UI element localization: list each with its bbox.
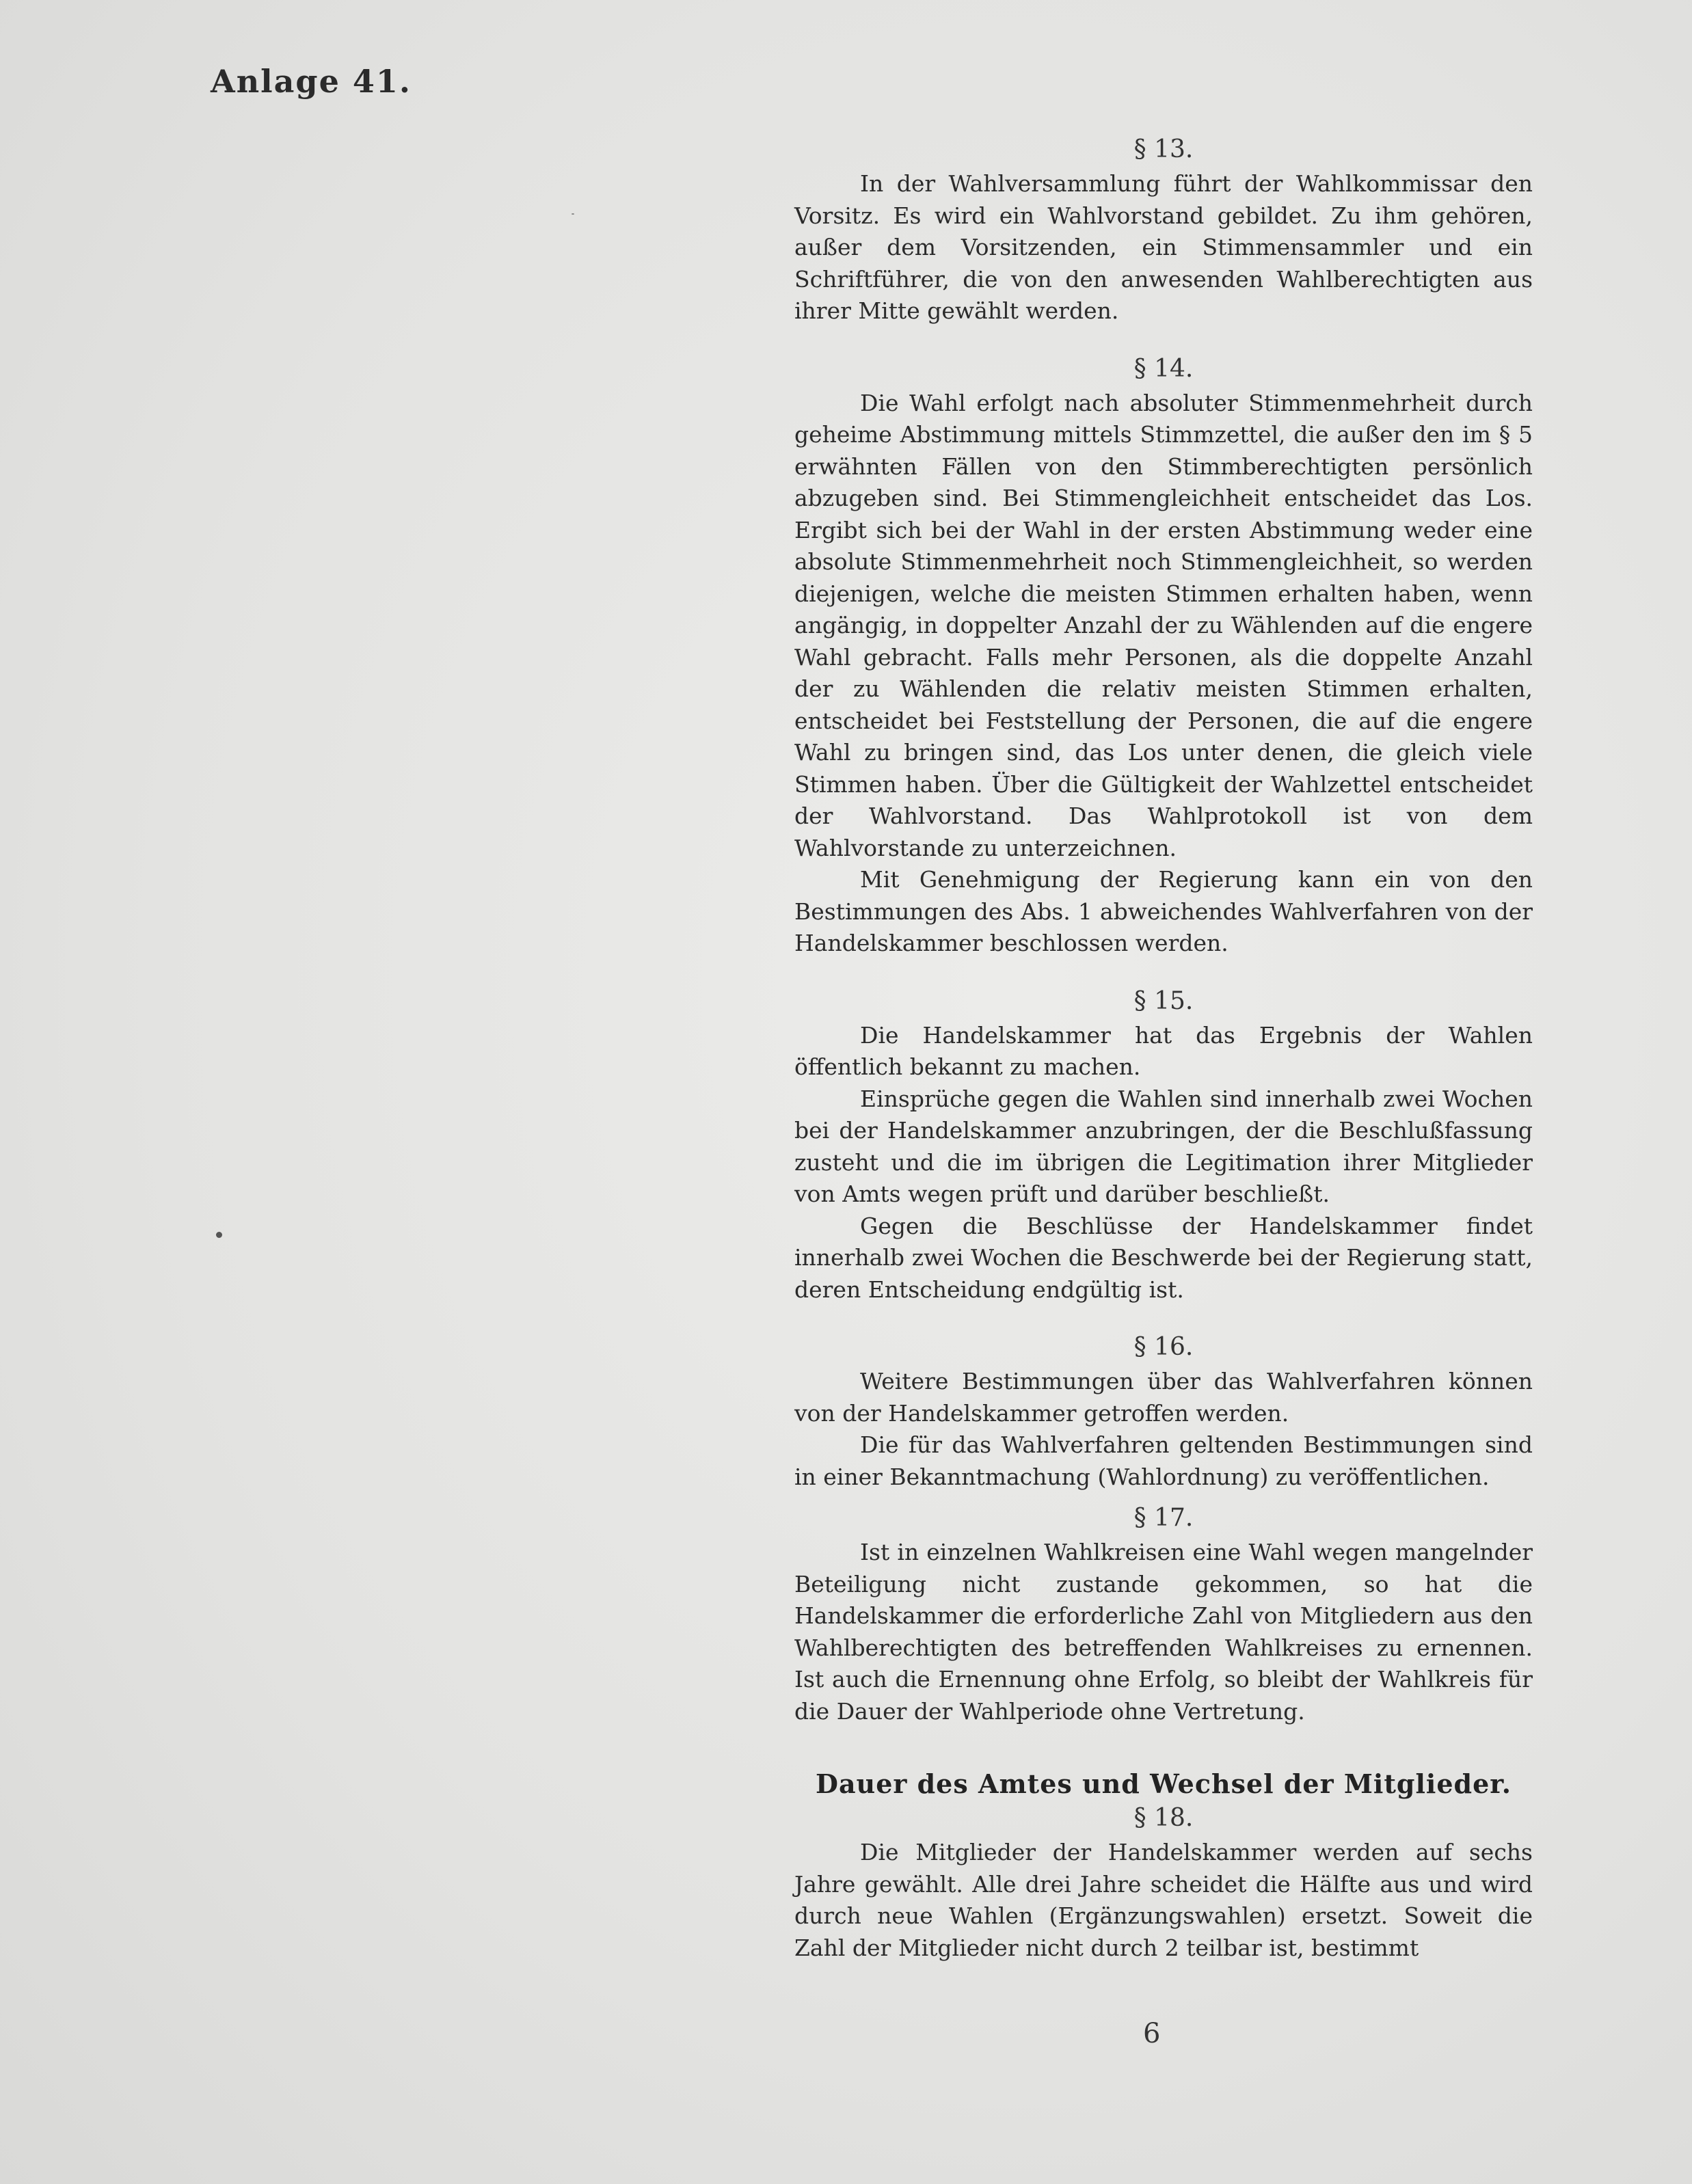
paragraph: Gegen die Beschlüsse der Handelskammer findet innerhalb zwei Wochen die Beschwerde bei der Regierung statt, deren Entscheidung endgültig ist. xyxy=(794,1212,1533,1303)
section-17 xyxy=(794,1502,1533,1727)
scan-speck xyxy=(216,1232,222,1238)
section-16 xyxy=(794,1332,1533,1493)
scan-speck xyxy=(572,213,574,215)
section-heading: § 13. xyxy=(1133,135,1194,163)
section-heading: § 15. xyxy=(1133,986,1194,1015)
paragraph: Die Wahl erfolgt nach absoluter Stimmenmehrheit durch geheime Abstimmung mittels Stimmzettel, die außer den im § 5 erwähnten Fällen von den Stimmberechtigten persönlich abzugeben sind. Bei Stimmengleichheit entscheidet das Los. Ergibt sich bei der Wahl in der ersten Abstimmung weder eine absolute Stimmenmehrheit noch Stimmengleichheit, so werden diejenigen, welche die meisten Stimmen erhalten haben, wenn angängig, in doppelter Anzahl der zu Wählenden auf die engere Wahl gebracht. Falls mehr Personen, als die doppelte Anzahl der zu Wählenden die relativ meisten Stimmen erhalten, entscheidet bei Feststellung der Personen, die auf die engere Wahl zu bringen sind, das Los unter denen, die gleich viele Stimmen haben. Über die Gültigkeit der Wahlzettel entscheidet der Wahlvorstand. Das Wahlprotokoll ist von dem Wahlvorstande zu unterzeichnen. xyxy=(794,389,1533,861)
section-heading: § 16. xyxy=(1133,1333,1194,1361)
paragraph: Weitere Bestimmungen über das Wahlverfahren können von der Handelskammer getroffen werden. xyxy=(794,1368,1533,1427)
paragraph: Einsprüche gegen die Wahlen sind innerhalb zwei Wochen bei der Handelskammer anzubringen, der die Beschlußfassung zusteht und die im übrigen die Legitimation ihrer Mitglieder von Amts wegen prüft und darüber beschließt. xyxy=(794,1085,1533,1207)
section-heading: § 18. xyxy=(1133,1804,1194,1832)
appendix-label: Anlage 41. xyxy=(211,63,412,100)
section-heading: § 14. xyxy=(1133,354,1194,383)
chapter-term-of-office xyxy=(794,1767,1533,1964)
section-heading: § 17. xyxy=(1133,1504,1194,1532)
paragraph: Die für das Wahlverfahren geltenden Bestimmungen sind in einer Bekanntmachung (Wahlordnung) zu veröffentlichen. xyxy=(794,1431,1533,1490)
section-14 xyxy=(794,353,1533,960)
paragraph: Ist in einzelnen Wahlkreisen eine Wahl wegen mangelnder Beteiligung nicht zustande gekommen, so hat die Handelskammer die erforderliche Zahl von Mitgliedern aus den Wahlberechtigten des betreffenden Wahlkreises zu ernennen. Ist auch die Ernennung ohne Erfolg, so bleibt der Wahlkreis für die Dauer der Wahlperiode ohne Vertretung. xyxy=(794,1539,1533,1725)
chapter-title: Dauer des Amtes und Wechsel der Mitglieder. xyxy=(815,1768,1512,1799)
page-number: 6 xyxy=(1143,2018,1161,2049)
paragraph: In der Wahlversammlung führt der Wahlkommissar den Vorsitz. Es wird ein Wahlvorstand gebildet. Zu ihm gehören, außer dem Vorsitzenden, ein Stimmensammler und ein Schriftführer, die von den anwesenden Wahlberechtigten aus ihrer Mitte gewählt werden. xyxy=(794,170,1533,324)
paragraph: Die Handelskammer hat das Ergebnis der Wahlen öffentlich bekannt zu machen. xyxy=(794,1021,1533,1080)
paragraph: Mit Genehmigung der Regierung kann ein von den Bestimmungen des Abs. 1 abweichendes Wahlverfahren von der Handelskammer beschlossen werden. xyxy=(794,866,1533,956)
section-15 xyxy=(794,986,1533,1306)
text-column xyxy=(794,134,1533,1964)
paragraph: Die Mitglieder der Handelskammer werden auf sechs Jahre gewählt. Alle drei Jahre scheidet die Hälfte aus und wird durch neue Wahlen (Ergänzungswahlen) ersetzt. Soweit die Zahl der Mitglieder nicht durch 2 teilbar ist, bestimmt xyxy=(794,1839,1533,1961)
section-13 xyxy=(794,134,1533,327)
